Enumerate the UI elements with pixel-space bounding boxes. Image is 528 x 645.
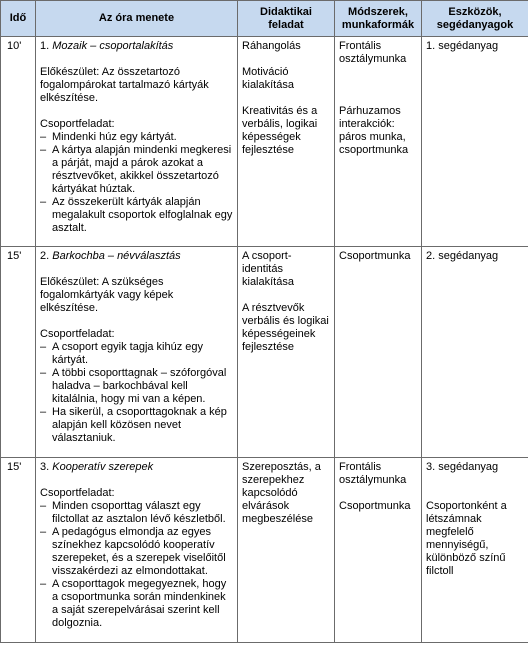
time-cell: 15': [1, 247, 36, 458]
task-label: Csoportfeladat:: [40, 328, 115, 340]
didactic-cell: [238, 37, 335, 247]
header-time: Idő: [1, 1, 36, 37]
header-methods: Módszerek, munkaformák: [335, 1, 422, 37]
preparation-text: Előkészület: Az összetartozó fogalompárokat tartalmazó kártyák elkészítése.: [40, 66, 209, 104]
activity-title: [40, 461, 234, 474]
table-header: [1, 1, 528, 37]
didactic-cell: [238, 247, 335, 458]
activity-number: 3.: [40, 461, 50, 473]
table-row: [1, 458, 528, 643]
didactic-item: Motiváció kialakítása: [242, 66, 294, 91]
task-list: [40, 131, 234, 235]
preparation-text: Előkészület: A szükséges fogalomkártyák vagy képek elkészítése.: [40, 276, 174, 314]
task-list: [40, 500, 234, 630]
tool-item: 3. segédanyag: [426, 461, 499, 473]
header-row: [1, 1, 528, 37]
activity-number: 1.: [40, 40, 50, 52]
table-row: [1, 247, 528, 458]
time-cell: 15': [1, 458, 36, 643]
didactic-item: Kreativitás és a verbális, logikai képességek fejlesztése: [242, 105, 318, 156]
list-item: – A csoporttagok megegyeznek, hogy a csoportmunka során mindenkinek a saját szerepelvárásai szerint kell dolgoznia.: [40, 578, 234, 630]
tools-cell: [422, 37, 528, 247]
method-item: Csoportmunka: [339, 500, 411, 512]
task-label: Csoportfeladat:: [40, 487, 115, 499]
method-item: Frontális osztálymunka: [339, 461, 407, 486]
header-tools: Eszközök, segédanyagok: [422, 1, 528, 37]
list-item: – A csoport egyik tagja kihúz egy kártyát.: [40, 341, 234, 367]
methods-cell: [335, 247, 422, 458]
list-item: – Mindenki húz egy kártyát.: [40, 131, 234, 144]
didactic-cell: [238, 458, 335, 643]
list-item: – A kártya alapján mindenki megkeresi a párját, majd a párok azokat a résztvevőket, akikkel összetartozó kártyákat húztak.: [40, 144, 234, 196]
header-process: Az óra menete: [36, 1, 238, 37]
list-item: – Az összekerült kártyák alapján megalakult csoportok elfoglalnak egy asztalt.: [40, 196, 234, 235]
activity-number: 2.: [40, 250, 50, 262]
header-didactic: Didaktikai feladat: [238, 1, 335, 37]
activity-name: Mozaik – csoportalakítás: [52, 40, 174, 52]
methods-cell: [335, 458, 422, 643]
tool-item: 2. segédanyag: [426, 250, 499, 262]
tool-item: Csoportonként a létszámnak megfelelő mennyiségű, különböző színű filctoll: [426, 500, 507, 577]
list-item: – A pedagógus elmondja az egyes színekhez kapcsolódó kooperatív szerepeket, és a szerepek viselőitől visszakérdezi az elmondottakat.: [40, 526, 234, 578]
process-cell: [36, 37, 238, 247]
process-cell: [36, 247, 238, 458]
activity-name: Barkochba – névválasztás: [52, 250, 181, 262]
tool-item: 1. segédanyag: [426, 40, 499, 52]
method-item: Csoportmunka: [339, 250, 411, 262]
didactic-item: A résztvevők verbális és logikai képességeinek fejlesztése: [242, 302, 329, 353]
didactic-item: Ráhangolás: [242, 40, 301, 52]
didactic-item: A csoport-identitás kialakítása: [242, 250, 294, 288]
tools-cell: [422, 247, 528, 458]
task-list: [40, 341, 234, 445]
table-row: [1, 37, 528, 247]
list-item: – Ha sikerül, a csoporttagoknak a kép alapján kell közösen nevet választaniuk.: [40, 406, 234, 445]
didactic-item: Szereposztás, a szerepekhez kapcsolódó elvárások megbeszélése: [242, 461, 321, 525]
method-item: Párhuzamos interakciók: páros munka, csoportmunka: [339, 105, 409, 156]
tools-cell: [422, 458, 528, 643]
process-cell: [36, 458, 238, 643]
methods-cell: [335, 37, 422, 247]
activity-title: [40, 40, 234, 53]
time-cell: 10': [1, 37, 36, 247]
list-item: – Minden csoporttag választ egy filctollat az asztalon lévő készletből.: [40, 500, 234, 526]
activity-name: Kooperatív szerepek: [52, 461, 154, 473]
list-item: – A többi csoporttagnak – szóforgóval haladva – barkochbával kell kitalálnia, hogy mi van a képen.: [40, 367, 234, 406]
activity-title: [40, 250, 234, 263]
task-label: Csoportfeladat:: [40, 118, 115, 130]
method-item: Frontális osztálymunka: [339, 40, 407, 65]
